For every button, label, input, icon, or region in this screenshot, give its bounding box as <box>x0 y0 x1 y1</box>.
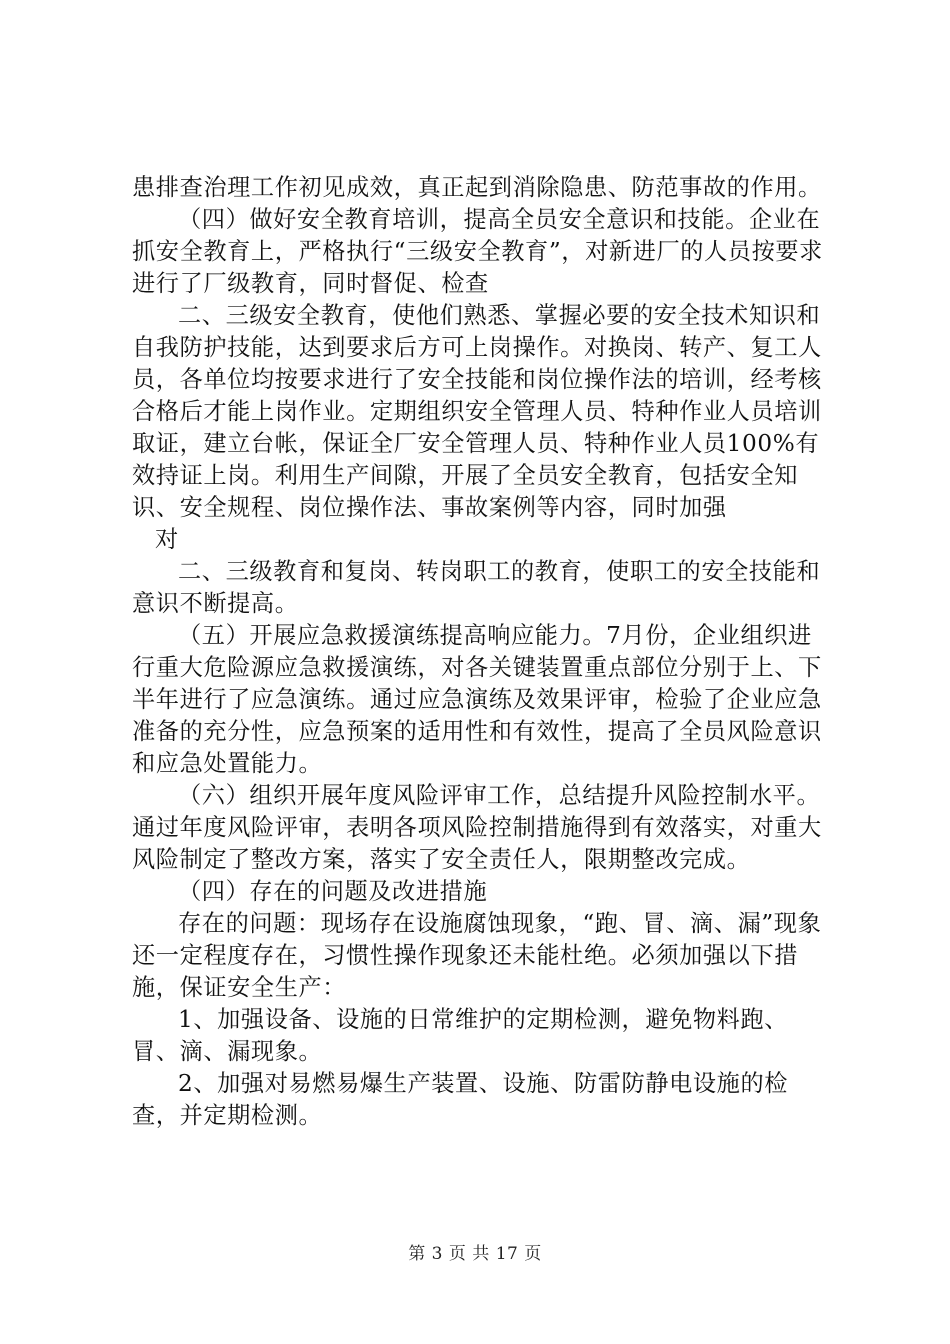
paragraph-continuation: 患排查治理工作初见成效，真正起到消除隐患、防范事故的作用。 <box>132 174 822 201</box>
paragraph-reassignment-education: 二、三级教育和复岗、转岗职工的教育，使职工的安全技能和意识不断提高。 <box>132 558 821 617</box>
page-footer: 第 3 页 共 17 页 <box>408 1244 542 1264</box>
paragraph-risk-review: （六）组织开展年度风险评审工作，总结提升风险控制水平。通过年度风险评审，表明各项风险控制措施得到有效落实，对重大风险制定了整改方案，落实了安全责任人，限期整改完成。 <box>132 782 822 873</box>
paragraph-safety-training: （四）做好安全教育培训，提高全员安全意识和技能。企业在抓安全教育上，严格执行“三级安全教育”，对新进厂的人员按要求进行了厂级教育，同时督促、检查 <box>132 206 823 297</box>
paragraph-emergency-drill: （五）开展应急救援演练提高响应能力。7月份，企业组织进行重大危险源应急救援演练，对各关键装置重点部位分别于上、下半年进行了应急演练。通过应急演练及效果评审，检验了企业应急准备的充分性，应急预案的适用性和有效性，提高了全员风险意识和应急处置能力。 <box>132 622 822 777</box>
paragraph-problems: 存在的问题：现场存在设施腐蚀现象，“跑、冒、滴、漏”现象还一定程度存在，习惯性操作现象还未能杜绝。必须加强以下措施，保证安全生产： <box>132 910 822 1001</box>
list-item-measure-1: 1、加强设备、设施的日常维护的定期检测，避免物料跑、冒、滴、漏现象。 <box>132 1006 789 1065</box>
document-body <box>132 172 832 1132</box>
paragraph-fragment-dui: 对 <box>155 526 179 553</box>
section-heading-problems: （四）存在的问题及改进措施 <box>178 878 488 905</box>
list-item-measure-2: 2、加强对易燃易爆生产装置、设施、防雷防静电设施的检查，并定期检测。 <box>132 1070 789 1129</box>
paragraph-three-level-education: 二、三级安全教育，使他们熟悉、掌握必要的安全技术知识和自我防护技能，达到要求后方可上岗操作。对换岗、转产、复工人员，各单位均按要求进行了安全技能和岗位操作法的培训，经考核合格后才能上岗作业。定期组织安全管理人员、特种作业人员培训取证，建立台帐，保证全厂安全管理人员、特种作业人员100%有效持证上岗。利用生产间隙，开展了全员安全教育，包括安全知识、安全规程、岗位操作法、事故案例等内容，同时加强 <box>132 302 822 521</box>
